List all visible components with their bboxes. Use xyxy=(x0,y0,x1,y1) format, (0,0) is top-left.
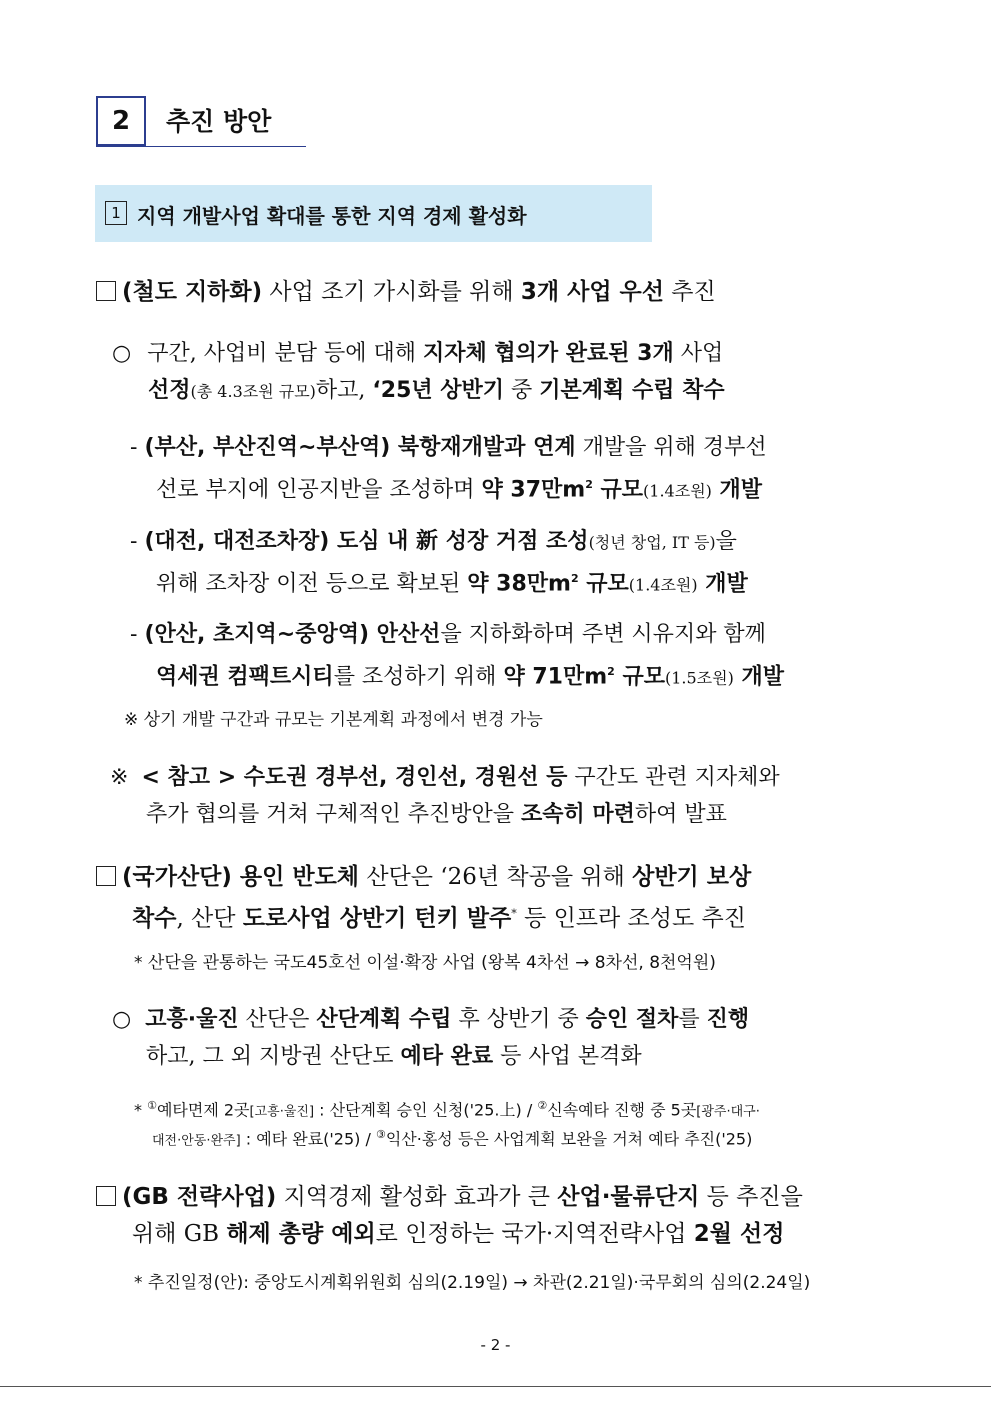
dash-item-busan-2: 선로 부지에 인공지반을 조성하며 약 37만$m^2$ 규모(1.4조원) 개발 xyxy=(156,477,763,503)
bottom-divider xyxy=(0,1386,991,1387)
subsection-banner xyxy=(95,185,652,242)
subsection-number-box: 1 xyxy=(105,201,127,225)
square-bullet-icon xyxy=(96,1186,116,1206)
note-national-road-45: * 산단을 관통하는 국도45호선 이설·확장 사업 (왕복 4차선 → 8차선, 8천억원) xyxy=(134,953,716,973)
circle-bullet-icon: ○ xyxy=(112,341,132,366)
note-schedule: * 추진일정(안): 중앙도시계획위원회 심의(2.19일) → 차관(2.21일)·국무회의 심의(2.24일) xyxy=(134,1273,811,1293)
dash-item-ansan-1: - (안산, 초지역~중앙역) 안산선을 지하화하며 주변 시유지와 함께 xyxy=(130,622,766,647)
reference-line-1: ※ < 참고 > 수도권 경부선, 경인선, 경원선 등 구간도 관련 지자체와 xyxy=(110,765,780,790)
dash-item-busan-1: - (부산, 부산진역~부산역) 북항재개발과 연계 개발을 위해 경부선 xyxy=(130,435,767,460)
circle-bullet-icon: ○ xyxy=(112,1007,132,1032)
dash-item-daejeon-1: - (대전, 대전조차장) 도심 내 新 성장 거점 조성(청년 창업, IT 등)을 xyxy=(130,529,737,554)
section-heading xyxy=(96,96,306,147)
bullet-gb-strategic-1: (GB 전략사업) 지역경제 활성화 효과가 큰 산업·물류단지 등 추진을 xyxy=(96,1181,803,1213)
sub-bullet-goheung-2: 하고, 그 외 지방권 산단도 예타 완료 등 사업 본격화 xyxy=(146,1044,642,1069)
dash-item-daejeon-2: 위해 조차장 이전 등으로 확보된 약 38만$m^2$ 규모(1.4조원) 개발 xyxy=(156,571,748,597)
square-bullet-icon xyxy=(96,281,116,301)
subsection-title: 지역 개발사업 확대를 통한 지역 경제 활성화 xyxy=(137,204,527,228)
bullet-gb-strategic-2: 위해 GB 해제 총량 예외로 인정하는 국가·지역전략사업 2월 선정 xyxy=(132,1221,785,1247)
bullet-national-complex-2: 착수, 산단 도로사업 상반기 턴키 발주* 등 인프라 조성도 추진 xyxy=(132,905,746,932)
section-number: 2 xyxy=(96,96,146,146)
bullet-national-complex-1: (국가산단) 용인 반도체 산단은 ‘26년 착공을 위해 상반기 보상 xyxy=(96,861,751,893)
bullet-rail-underground: (철도 지하화) 사업 조기 가시화를 위해 3개 사업 우선 추진 xyxy=(96,276,716,308)
note-yeta-2: 대전·안동·완주] : 예타 완료('25) / ③익산·홍성 등은 사업계획 보완을 거쳐 예타 추진('25) xyxy=(152,1128,753,1149)
sub-bullet-line-1: ○ 구간, 사업비 분담 등에 대해 지자체 협의가 완료된 3개 사업 xyxy=(112,341,724,366)
section-title: 추진 방안 xyxy=(166,107,272,136)
note-change-possible: ※ 상기 개발 구간과 규모는 기본계획 과정에서 변경 가능 xyxy=(124,710,543,730)
square-bullet-icon xyxy=(96,866,116,886)
sub-bullet-goheung-1: ○ 고흥·울진 산단은 산단계획 수립 후 상반기 중 승인 절차를 진행 xyxy=(112,1007,750,1032)
reference-line-2: 추가 협의를 거쳐 구체적인 추진방안을 조속히 마련하여 발표 xyxy=(146,802,727,827)
page-number: - 2 - xyxy=(480,1336,511,1354)
dash-item-ansan-2: 역세권 컴팩트시티를 조성하기 위해 약 71만$m^2$ 규모(1.5조원) 개발 xyxy=(156,664,784,690)
note-yeta-1: * ①예타면제 2곳[고흥·울진] : 산단계획 승인 신청('25.上) / ②신속예타 진행 중 5곳[광주·대구· xyxy=(134,1099,760,1120)
sub-bullet-line-2: 선정(총 4.3조원 규모)하고, ‘25년 상반기 중 기본계획 수립 착수 xyxy=(148,378,725,403)
